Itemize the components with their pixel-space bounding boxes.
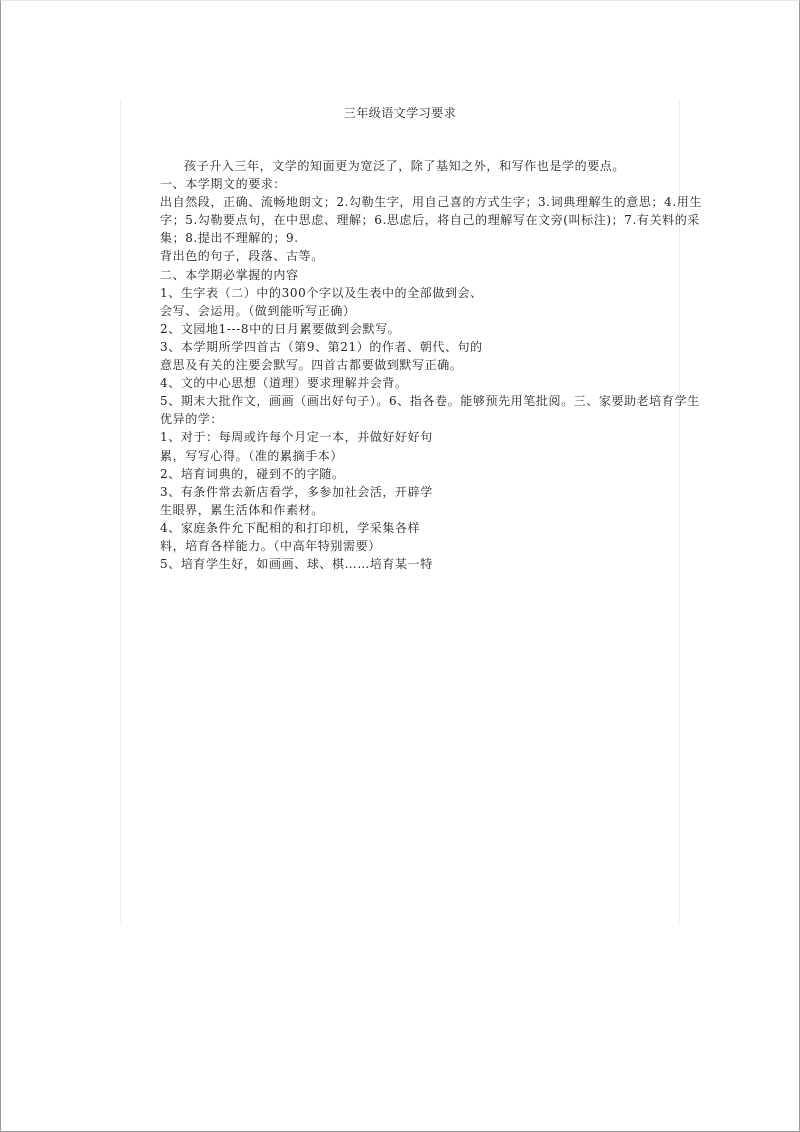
list-item: 3、有条件常去新店看学，多参加社会活，开辟学 xyxy=(160,484,433,499)
text-line: 出自然段，正确、流畅地朗文；2.勾勒生字，用自己喜的方式生字；3.词典理解生的意思；4.用生 xyxy=(160,195,702,210)
list-item: 5、期末大批作文，画画（画出好句子）。6、指各卷。能够预先用笔批阅。三、家要助老培育学生 xyxy=(160,394,700,409)
text-line: 意思及有关的注要会默写。四首古都要做到默写正确。 xyxy=(160,358,463,373)
paragraph-intro: 孩子升入三年，文学的知面更为宽泛了，除了基知之外，和写作也是学的要点。 xyxy=(184,159,626,173)
list-item: 2、培育词典的，碰到不的字随。 xyxy=(160,466,345,481)
section-heading-1: 一、本学期文的要求： xyxy=(160,177,287,192)
list-item: 1、生字表（二）中的300个字以及生表中的全部做到会、 xyxy=(160,285,483,300)
text-line: 字；5.勾勒要点句，在中思虑、理解；6.思虑后，将自己的理解写在文旁(叫标注)；7.有关料的采 xyxy=(160,213,700,228)
text-line: 会写、会运用。（做到能听写正确） xyxy=(160,303,356,318)
list-item: 1、对于：每周或许每个月定一本，并做好好好句 xyxy=(160,430,433,445)
text-line: 集；8.提出不理解的；9. xyxy=(160,231,299,246)
list-item: 5、培育学生好，如画画、球、棋……培育某一特 xyxy=(160,557,433,572)
text-line: 料，培育各样能力。（中高年特别需要） xyxy=(160,538,381,553)
text-line: 背出色的句子，段落、古等。 xyxy=(160,249,324,264)
document-title: 三年级语文学习要求 xyxy=(343,106,457,120)
list-item: 4、文的中心思想（道理）要求理解并会背。 xyxy=(160,376,408,391)
list-item: 3、本学期所学四首古（第9、第21）的作者、朝代、句的 xyxy=(160,339,483,354)
list-item: 2、文园地1---8中的日月累要做到会默写。 xyxy=(160,321,401,336)
list-item: 4、家庭条件允下配相的和打印机，学采集各样 xyxy=(160,520,421,535)
section-heading-2: 二、本学期必掌握的内容 xyxy=(160,267,299,282)
document-body xyxy=(160,157,736,573)
text-line: 累，写写心得。（准的累摘手本） xyxy=(160,448,344,463)
text-line: 优异的学： xyxy=(160,412,224,427)
text-line: 生眼界，累生活体和作素材。 xyxy=(160,502,324,517)
